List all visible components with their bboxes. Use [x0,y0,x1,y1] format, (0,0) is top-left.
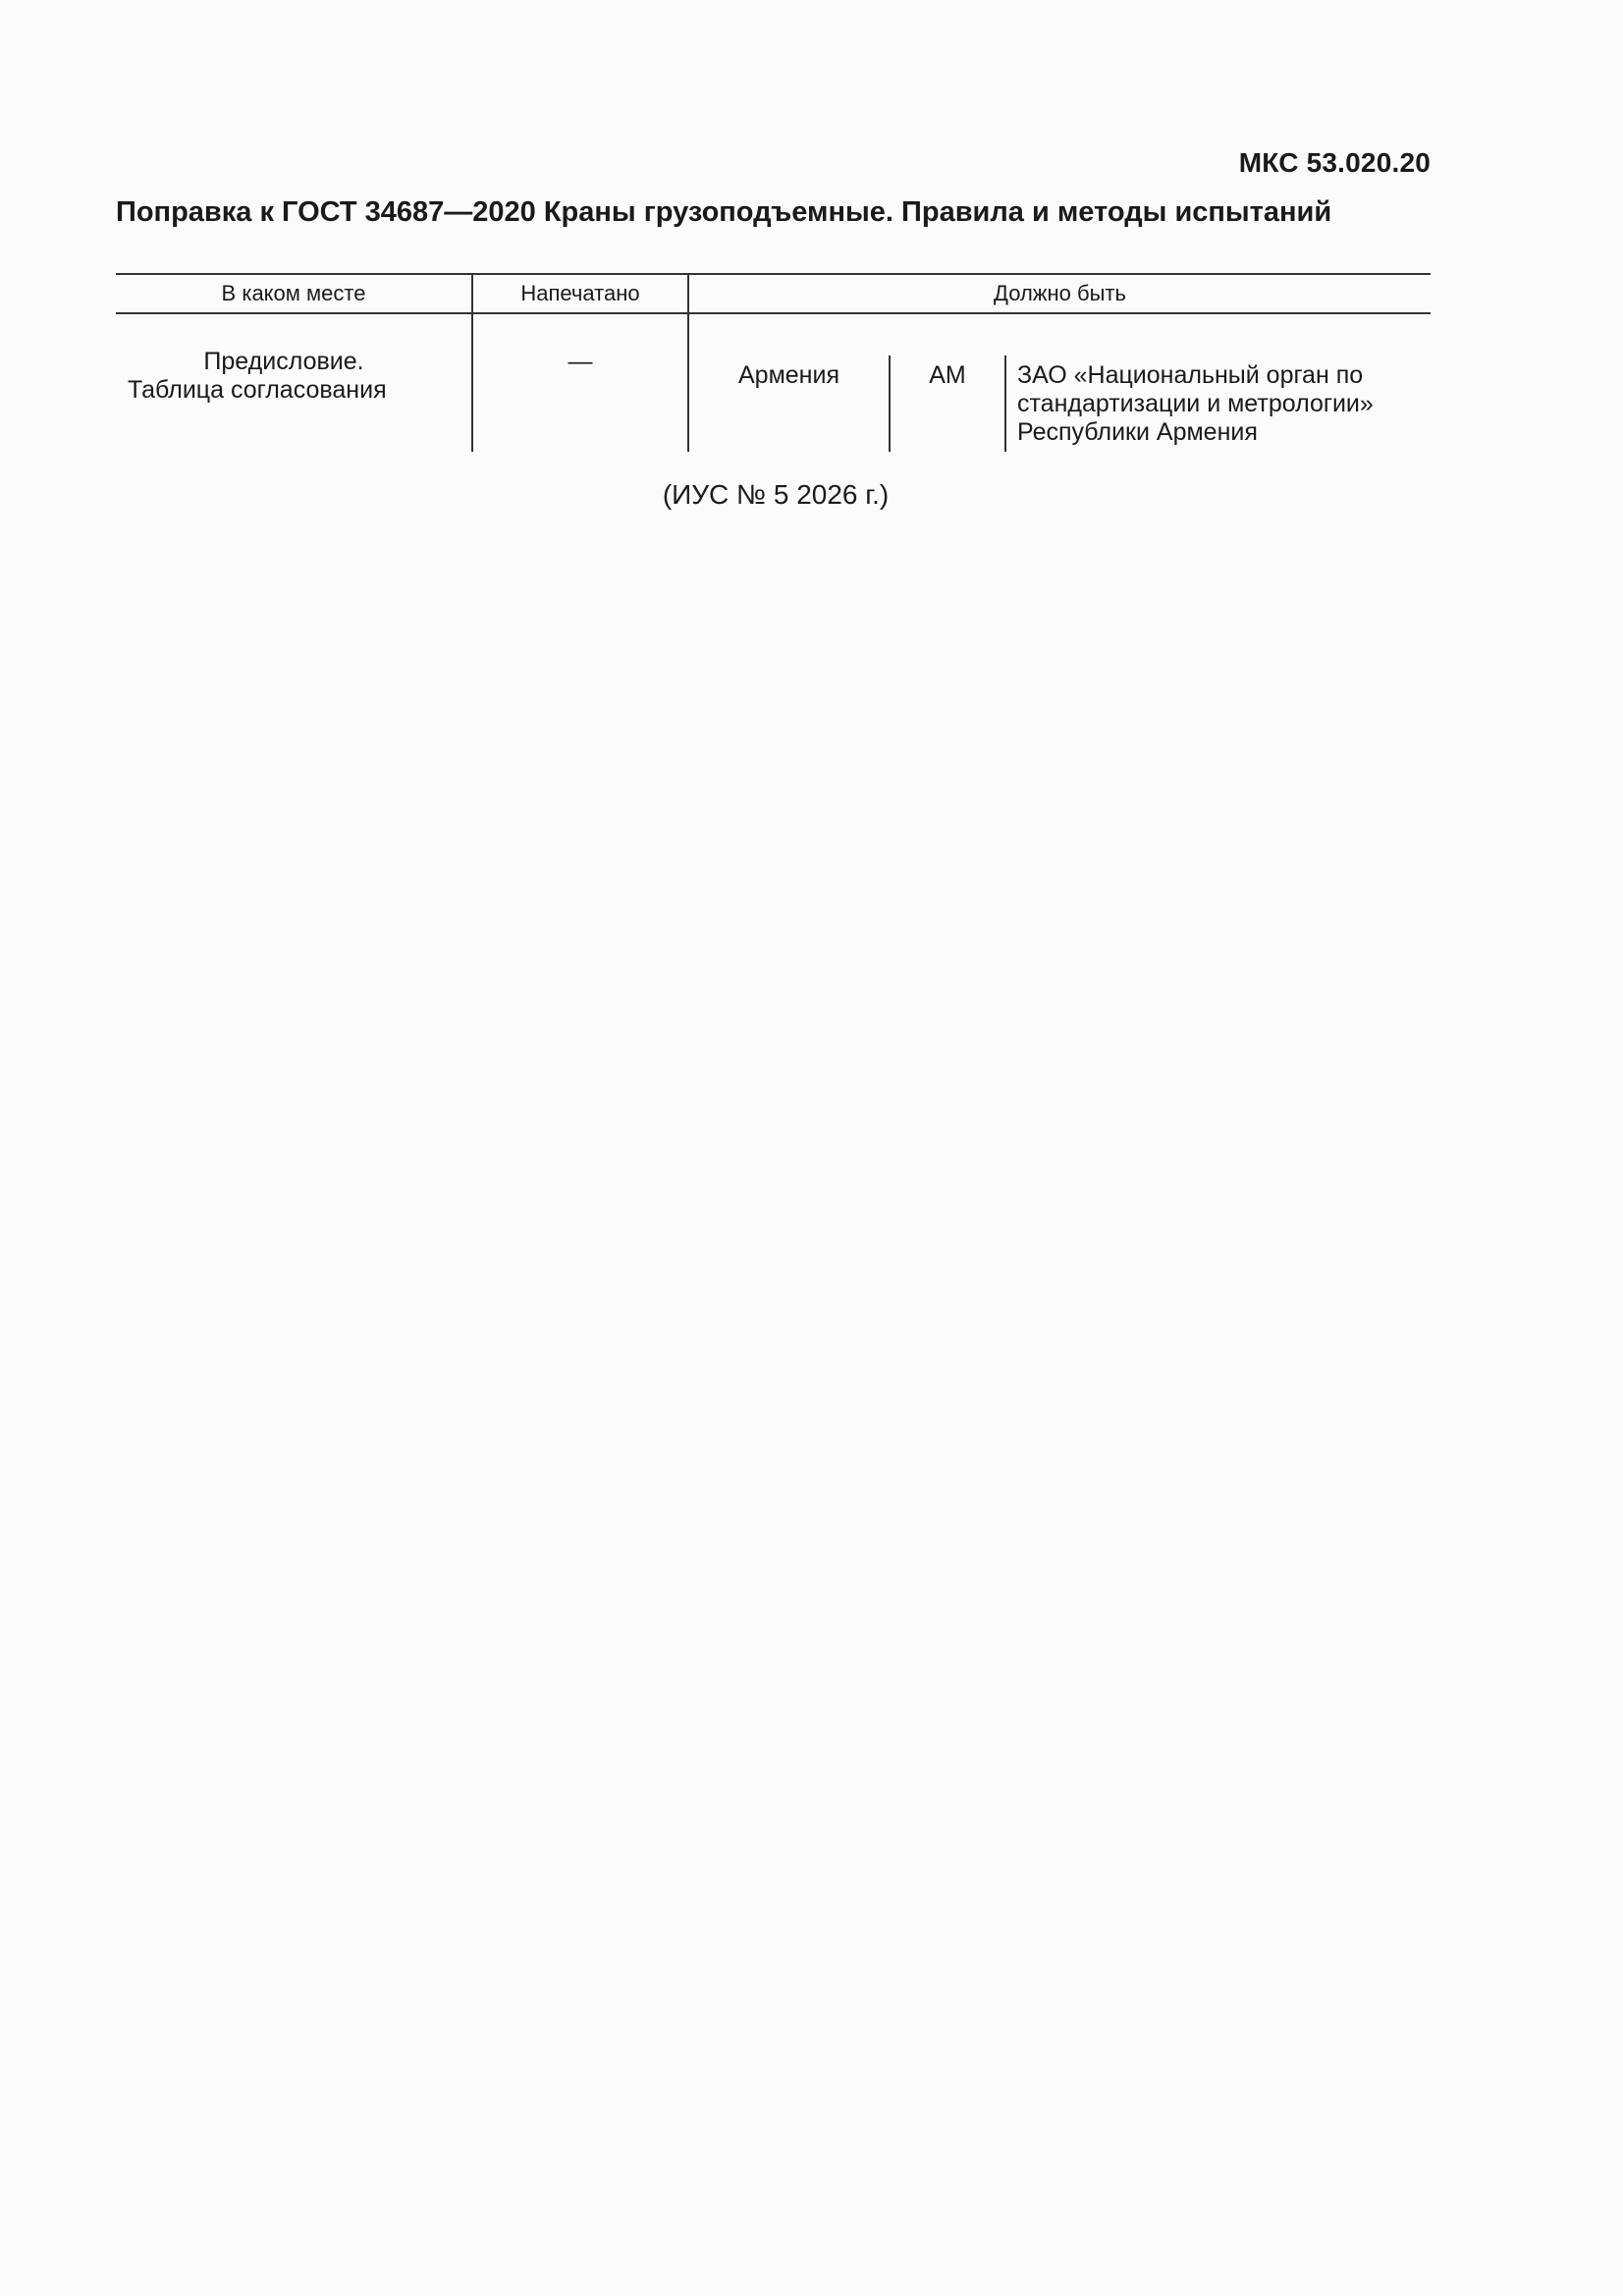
column-header-printed: Напечатано [520,281,640,305]
location-line-1: Предисловие. [203,348,364,375]
mks-code: МКС 53.020.20 [1238,147,1431,178]
organization-line-1: ЗАО «Национальный орган по [1017,361,1364,389]
table-cell-location [116,348,471,405]
table-header-border [116,312,1431,314]
document-title: Поправка к ГОСТ 34687—2020 Краны грузоподъемные. Правила и методы испытаний [116,196,1332,228]
table-cell-country: Армения [738,361,839,389]
organization-line-2: стандартизации и метрологии» [1017,390,1374,417]
table-top-border [116,273,1431,275]
table-cell-printed: — [568,348,593,375]
ius-reference: (ИУС № 5 2026 г.) [662,479,890,510]
table-cell-organization [1017,361,1430,447]
subcolumn-divider-2 [1004,355,1006,452]
table-cell-country-code: АМ [929,361,966,389]
location-line-2: Таблица согласования [128,376,387,404]
organization-line-3: Республики Армения [1017,418,1258,446]
column-header-location: В каком месте [221,281,366,305]
column-header-should-be: Должно быть [994,281,1126,305]
